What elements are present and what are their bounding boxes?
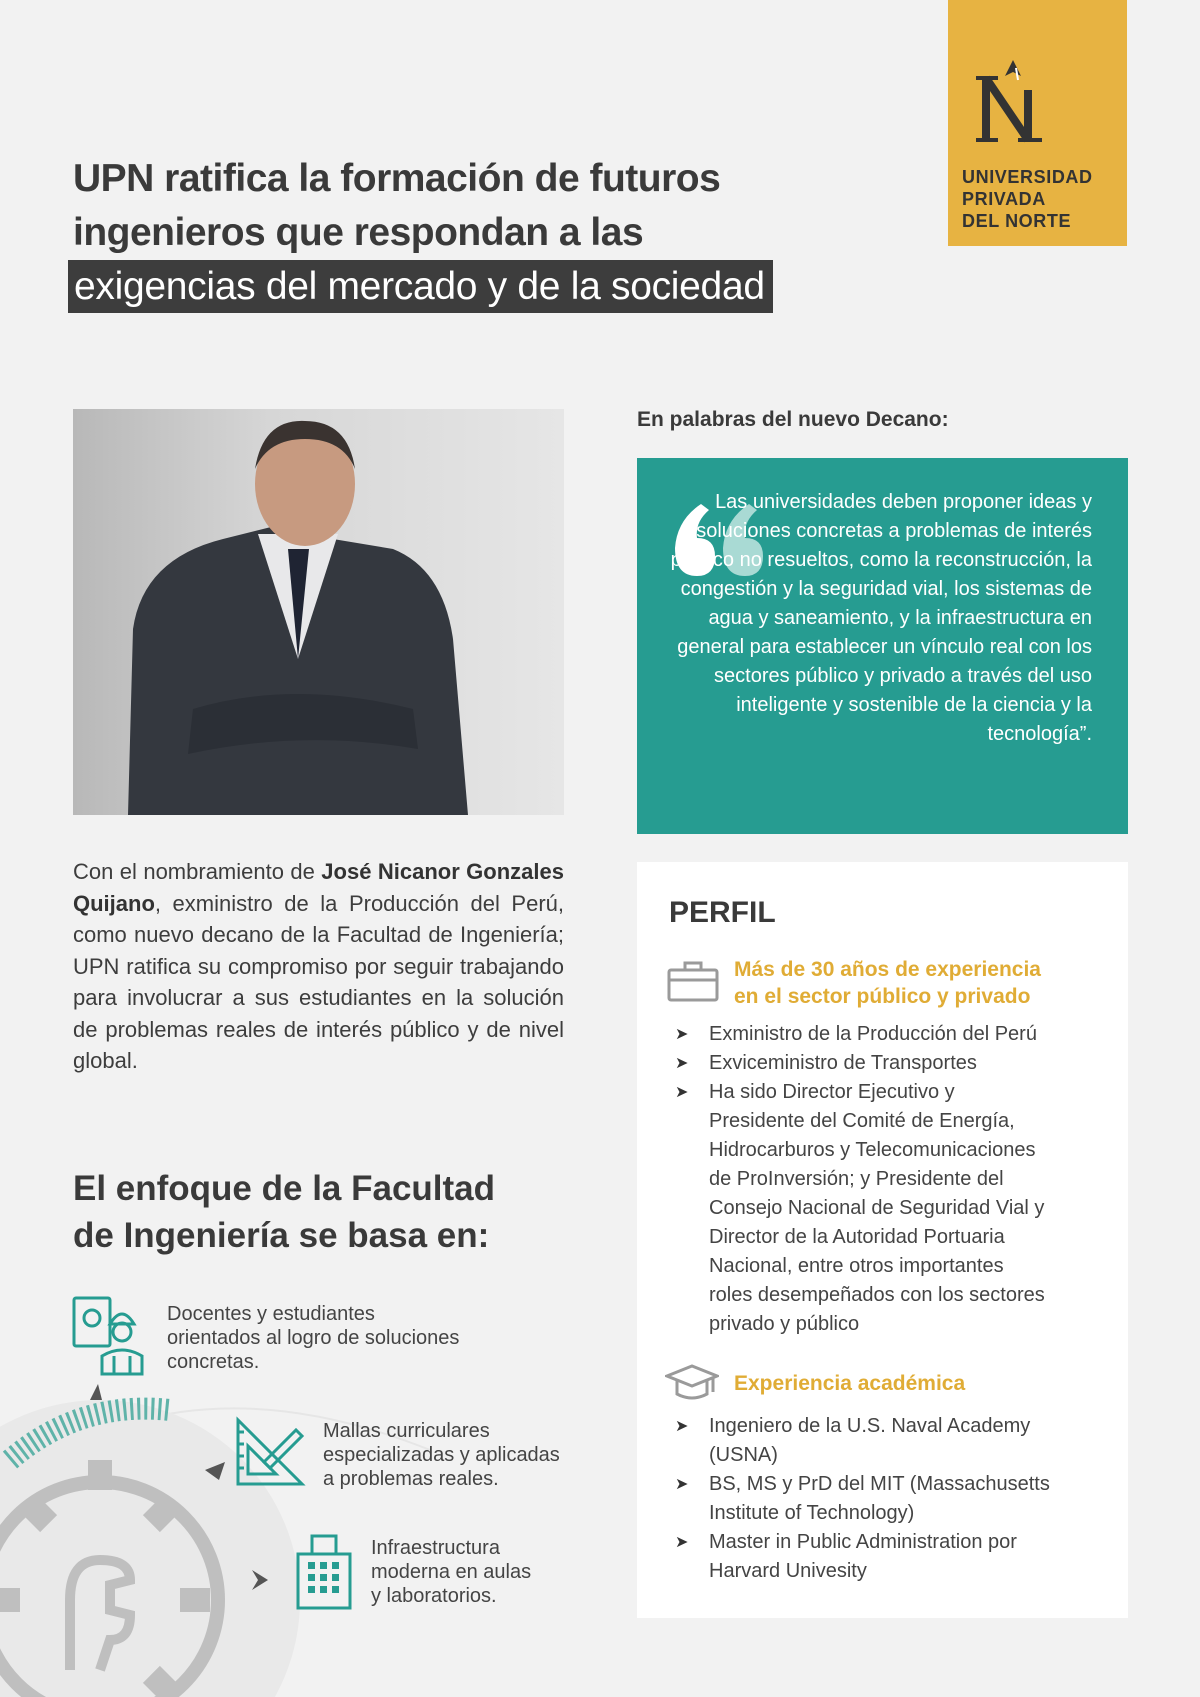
perfil-section-1-title (734, 956, 1041, 1010)
perfil-item-1-3-line-4: de ProInversión; y Presidente del (709, 1168, 1004, 1190)
chevron-right-icon: ➤ (675, 1026, 689, 1043)
perfil-item-2-3-line-1: Master in Public Administration por (709, 1531, 1017, 1553)
quote-text: Las universidades deben proponer ideas y soluciones concretas a problemas de interés público no resueltos, como la reconstrucción, la congestión y la seguridad vial, los sistemas de agua y saneamiento, y la infraestructura en general para establecer un vínculo real con los sectores público y privado a través del uso inteligente y sostenible de la ciencia y la tecnología”. (670, 491, 1092, 745)
enfoque-item-1-line-1: Docentes y estudiantes (167, 1303, 375, 1325)
perfil-item-2-1-line-2: (USNA) (709, 1444, 778, 1466)
perfil-item-2-2-line-1: BS, MS y PrD del MIT (Massachusetts (709, 1473, 1050, 1495)
quote-heading: En palabras del nuevo Decano: (637, 408, 949, 431)
perfil-item-1-3-line-3: Hidrocarburos y Telecomunicaciones (709, 1139, 1036, 1161)
enfoque-item-2-line-1: Mallas curriculares (323, 1420, 490, 1442)
enfoque-title (73, 1165, 593, 1259)
perfil-section-1-list (673, 1020, 1103, 1339)
enfoque-item-3-line-3: y laboratorios. (371, 1585, 497, 1607)
list-item (673, 1412, 1103, 1470)
title-line-2: ingenieros que respondan a las (73, 211, 644, 254)
chevron-right-icon: ➤ (675, 1055, 689, 1072)
upn-logo-mark-icon (958, 50, 1068, 160)
perfil-item-2-1-line-1: Ingeniero de la U.S. Naval Academy (709, 1415, 1031, 1437)
title-highlight: exigencias del mercado y de la sociedad (68, 260, 773, 313)
logo-line-3: DEL NORTE (962, 211, 1072, 231)
perfil-item-2-2-line-2: Institute of Technology) (709, 1502, 915, 1524)
intro-after: , exministro de la Producción del Perú, como nuevo decano de la Facultad de Ingeniería; UPN ratifica su compromiso por seguir trabajando para involucrar a sus estudiantes en la solución de problemas reales de interés público y de nivel global. (73, 890, 564, 1073)
teacher-student-icon (72, 1294, 148, 1376)
building-icon (296, 1534, 352, 1610)
enfoque-item-2 (323, 1419, 560, 1491)
perfil-item-1-3-line-8: roles desempeñados con los sectores (709, 1284, 1045, 1306)
enfoque-item-1-line-2: orientados al logro de soluciones (167, 1327, 460, 1349)
perfil-item-1-3-line-9: privado y público (709, 1313, 860, 1335)
list-item (673, 1020, 1103, 1049)
enfoque-item-2-line-2: especializadas y aplicadas (323, 1444, 560, 1466)
perfil-item-1-3-line-1: Ha sido Director Ejecutivo y (709, 1081, 955, 1103)
enfoque-item-3 (371, 1536, 531, 1608)
perfil-item-1-3-line-7: Nacional, entre otros importantes (709, 1255, 1004, 1277)
title-line-1: UPN ratifica la formación de futuros (73, 157, 721, 200)
perfil-title: PERFIL (669, 896, 776, 929)
chevron-right-icon: ➤ (675, 1418, 689, 1435)
list-item (673, 1078, 1103, 1339)
list-item (673, 1049, 1103, 1078)
chevron-right-icon: ➤ (675, 1534, 689, 1551)
intro-before: Con el nombramiento de (73, 859, 322, 884)
dean-portrait-image (73, 409, 564, 815)
perfil-item-1-3-line-6: Director de la Autoridad Portuaria (709, 1226, 1005, 1248)
enfoque-item-2-line-3: a problemas reales. (323, 1468, 499, 1490)
perfil-card (637, 862, 1128, 1618)
enfoque-item-1-line-3: concretas. (167, 1351, 260, 1373)
enfoque-title-line-2: de Ingeniería se basa en: (73, 1216, 490, 1255)
chevron-right-icon (250, 1568, 270, 1592)
ruler-pencil-icon (234, 1416, 306, 1488)
logo-line-2: PRIVADA (962, 189, 1046, 209)
graduation-cap-icon (665, 1364, 719, 1402)
university-logo (948, 0, 1127, 246)
perfil-item-1-3-line-5: Consejo Nacional de Seguridad Vial y (709, 1197, 1045, 1219)
arrow-pointer-icon (203, 1458, 227, 1482)
intro-paragraph (73, 856, 564, 1077)
chevron-right-icon: ➤ (675, 1084, 689, 1101)
enfoque-item-3-line-1: Infraestructura (371, 1537, 500, 1559)
chevron-right-icon: ➤ (675, 1476, 689, 1493)
dean-photo (73, 409, 564, 815)
logo-line-1: UNIVERSIDAD (962, 167, 1093, 187)
enfoque-item-1 (167, 1302, 459, 1374)
dean-name: José Nicanor Gonzales Quijano (73, 859, 564, 916)
list-item (673, 1470, 1103, 1528)
enfoque-item-3-line-2: moderna en aulas (371, 1561, 532, 1583)
list-item (673, 1528, 1103, 1586)
perfil-section-1-title-line-2: en el sector público y privado (734, 985, 1031, 1008)
page-title (73, 152, 893, 260)
briefcase-icon (667, 960, 719, 1002)
perfil-item-1-3-line-2: Presidente del Comité de Energía, (709, 1110, 1015, 1132)
perfil-item-2-3-line-2: Harvard Univesity (709, 1560, 867, 1582)
enfoque-title-line-1: El enfoque de la Facultad (73, 1169, 496, 1208)
perfil-item-1-2-line-1: Exviceministro de Transportes (709, 1052, 977, 1074)
perfil-item-1-1-line-1: Exministro de la Producción del Perú (709, 1023, 1037, 1045)
perfil-section-2-title: Experiencia académica (734, 1372, 966, 1395)
quote-box (637, 458, 1128, 834)
perfil-section-1-title-line-1: Más de 30 años de experiencia (734, 958, 1041, 981)
perfil-section-2-list (673, 1412, 1103, 1586)
